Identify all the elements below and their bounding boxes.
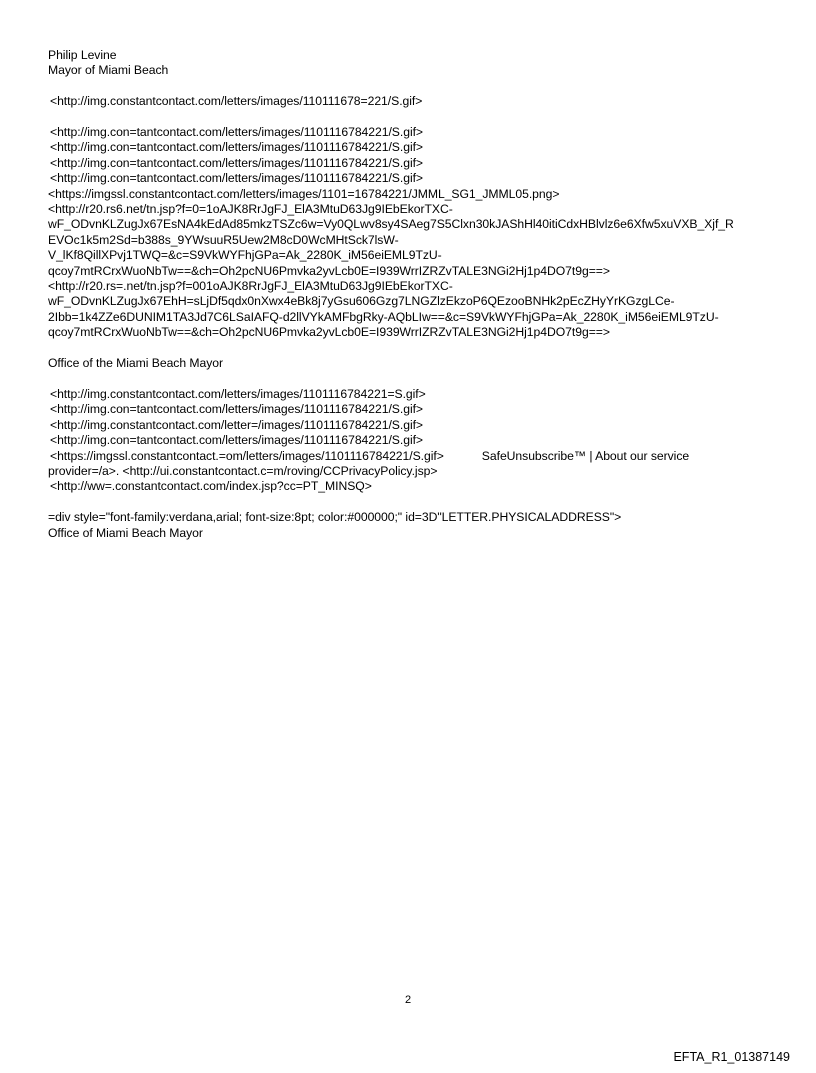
tracking-link-line: EVOc1k5m2Sd=b388s_9YWsuuR5Uew2M8cD0WcMHtSck7lsW-	[48, 232, 399, 247]
document-id: EFTA_R1_01387149	[673, 1050, 790, 1064]
tracking-link-line: qcoy7mtRCrxWuoNbTw==&ch=Oh2pcNU6Pmvka2yvLcb0E=I939WrrIZRZvTALE3NGi2Hj1p4DO7t9g==>	[48, 325, 610, 340]
signature-name: Philip Levine	[48, 48, 117, 62]
header-image-link: <http://img.con=tantcontact.com/letters/images/1101116784221/S.gif>	[50, 155, 424, 170]
tracking-link-line: <http://r20.rs=.net/tn.jsp?f=001oAJK8RrJgFJ_ElA3MtuD63Jg9IEbEkorTXC-	[48, 279, 453, 294]
safeunsubscribe-line	[48, 449, 768, 464]
header-image-link: <http://img.constantcontact.com/letters/images/110111678=221/S.gif>	[50, 94, 423, 109]
footer-image-link: <http://img.constantcontact.com/letter=/images/1101116784221/S.gif>	[50, 417, 424, 432]
div-markup-line: =div style="font-family:verdana,arial; font-size:8pt; color:#000000;" id=3D"LETTER.PHYSICALADDRESS">	[48, 510, 622, 525]
safeunsubscribe-text: SafeUnsubscribe™ | About our service	[481, 448, 690, 463]
tracking-link-line: wF_ODvnKLZugJx67EhH=sLjDf5qdx0nXwx4eBk8j7yGsu606Gzg7LNGZlzEkzoP6QEzooBNHk2pEcZHyYrKGzgLCe-	[48, 294, 675, 309]
footer-image-link: <http://img.con=tantcontact.com/letters/images/1101116784221/S.gif>	[50, 402, 424, 417]
header-png-link: <https://imgssl.constantcontact.com/letters/images/1101=16784221/JMML_SG1_JMML05.png>	[48, 186, 560, 201]
tracking-link-line: 2Ibb=1k4ZZe6DUNIM1TA3Jd7C6LSaIAFQ-d2llVYkAMFbgRky-AQbLIw==&c=S9VkWYFhjGPa=Ak_2280K_iM56eiEML9TzU-	[48, 309, 719, 324]
spacer	[48, 79, 768, 94]
page-number: 2	[404, 994, 412, 1006]
spacer	[48, 341, 768, 356]
tracking-link-line: V_lKf8QillXPvj1TWQ=&c=S9VkWYFhjGPa=Ak_2280K_iM56eiEML9TzU-	[48, 248, 442, 263]
privacy-policy-line: provider=/a>. <http://ui.constantcontact.c=m/roving/CCPrivacyPolicy.jsp>	[48, 463, 438, 478]
tracking-link-line: wF_ODvnKLZugJx67EsNA4kEdAd85mkzTSZc6w=Vy0QLwv8sy4SAeg7S5Clxn30kJAShHl40itiCdxHBlvlz6e6Xfw5xuVXB_Xjf_R	[48, 217, 734, 232]
spacer	[48, 371, 768, 386]
footer-image-link: <http://img.con=tantcontact.com/letters/images/1101116784221/S.gif>	[50, 433, 424, 448]
tracking-link-line: qcoy7mtRCrxWuoNbTw==&ch=Oh2pcNU6Pmvka2yvLcb0E=I939WrrIZRZvTALE3NGi2Hj1p4DO7t9g==>	[48, 263, 610, 278]
tracking-link-line: <http://r20.rs6.net/tn.jsp?f=0=1oAJK8RrJgFJ_ElA3MtuD63Jg9IEbEkorTXC-	[48, 202, 453, 217]
header-image-link: <http://img.con=tantcontact.com/letters/images/1101116784221/S.gif>	[50, 140, 424, 155]
spacer	[48, 110, 768, 125]
header-image-link: <http://img.con=tantcontact.com/letters/images/1101116784221/S.gif>	[50, 125, 424, 139]
office-heading: Office of the Miami Beach Mayor	[48, 356, 224, 371]
closing-office: Office of Miami Beach Mayor	[48, 525, 203, 540]
index-link: <http://ww=.constantcontact.com/index.jsp?cc=PT_MINSQ>	[50, 479, 372, 494]
safeunsubscribe-image-link: <https://imgssl.constantcontact.=om/letters/images/1101116784221/S.gif>	[50, 448, 444, 463]
header-image-link: <http://img.con=tantcontact.com/letters/images/1101116784221/S.gif>	[50, 171, 424, 186]
spacer	[48, 495, 768, 510]
footer-image-link: <http://img.constantcontact.com/letters/images/1101116784221=S.gif>	[50, 386, 426, 401]
signature-title: Mayor of Miami Beach	[48, 63, 169, 78]
document-body	[48, 48, 768, 541]
